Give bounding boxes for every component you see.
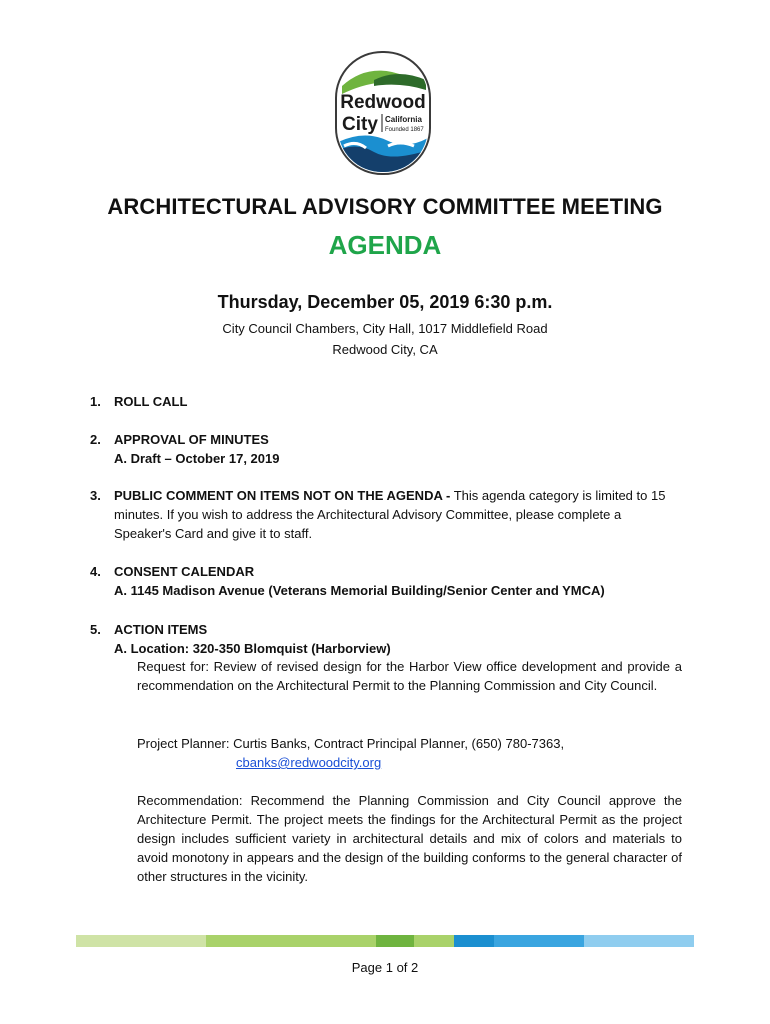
meeting-city: Redwood City, CA: [332, 342, 438, 357]
planner-email-link[interactable]: cbanks@redwoodcity.org: [236, 755, 382, 770]
footer-bar-segment: [376, 935, 414, 947]
request-text: Request for: Review of revised design for the Harbor View office development and provide a recommendation on the Architectural Permit to the Planning Commission and City Council.: [137, 659, 682, 693]
item-subtitle: A. Location: 320-350 Blomquist (Harborview): [114, 641, 391, 656]
item-title: PUBLIC COMMENT ON ITEMS NOT ON THE AGENDA -: [114, 488, 451, 503]
agenda-heading: AGENDA: [328, 230, 442, 260]
logo-name-line2: City: [342, 114, 378, 135]
item-text: This agenda category is limited to 15: [453, 488, 666, 503]
item-number: 4.: [90, 564, 101, 579]
meeting-date: Thursday, December 05, 2019 6:30 p.m.: [217, 292, 553, 312]
item-title: APPROVAL OF MINUTES: [114, 432, 269, 447]
footer-bar-segment: [76, 935, 206, 947]
redwood-city-logo: [334, 50, 432, 176]
item-text: Speaker's Card and give it to staff.: [114, 526, 313, 541]
footer-bar-segment: [494, 935, 584, 947]
item-text: minutes. If you wish to address the Architectural Advisory Committee, please complete a: [114, 507, 622, 522]
item-number: 5.: [90, 622, 101, 637]
page-number: Page 1 of 2: [351, 960, 419, 975]
item-subtitle: A. 1145 Madison Avenue (Veterans Memorial Building/Senior Center and YMCA): [114, 583, 605, 598]
planner-text: Project Planner: Curtis Banks, Contract Principal Planner, (650) 780-7363,: [137, 736, 565, 751]
item-title: CONSENT CALENDAR: [114, 564, 255, 579]
footer-bar-segment: [584, 935, 694, 947]
footer-bar-segment: [454, 935, 494, 947]
item-number: 2.: [90, 432, 101, 447]
item-title: ROLL CALL: [114, 394, 188, 409]
logo-state: California: [385, 115, 422, 124]
recommendation-text: Recommendation: Recommend the Planning Commission and City Council approve the Architecture Permit. The project meets the findings for the Architectural Permit as the project design includes sufficient variety in architectural details and mix of colors and materials to avoid monotony in appears and the design of the building conforms to the general character of other structures in the vicinity.: [137, 793, 682, 884]
footer-bar-segment: [206, 935, 376, 947]
item-number: 1.: [90, 394, 101, 409]
item-subtitle: A. Draft – October 17, 2019: [114, 451, 280, 466]
item-title: ACTION ITEMS: [114, 622, 208, 637]
footer-color-bar: [76, 935, 694, 947]
logo-founded: Founded 1867: [385, 127, 424, 133]
meeting-location: City Council Chambers, City Hall, 1017 Middlefield Road: [222, 321, 548, 336]
meeting-title: ARCHITECTURAL ADVISORY COMMITTEE MEETING: [107, 194, 663, 219]
logo-name-line1: Redwood: [340, 92, 426, 113]
item-number: 3.: [90, 488, 101, 503]
footer-bar-segment: [414, 935, 454, 947]
